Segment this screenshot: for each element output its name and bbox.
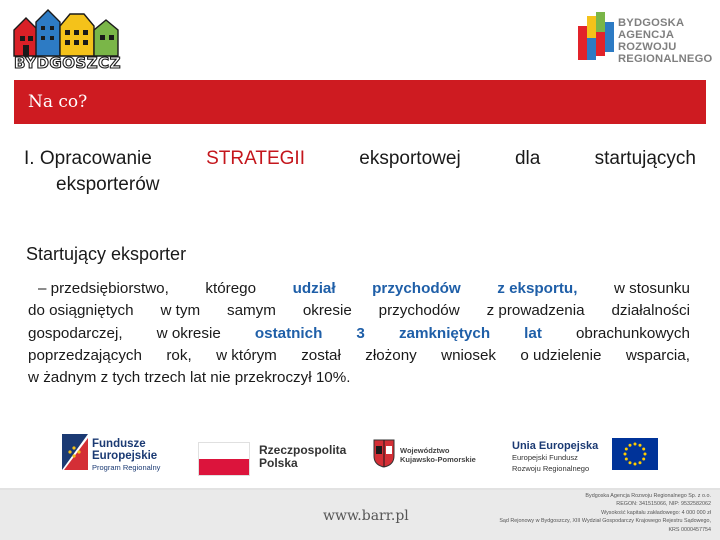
- heading-word: startujących: [594, 148, 696, 169]
- eu-stars-icon: [612, 438, 658, 470]
- rp-line: Polska: [259, 456, 298, 470]
- ue-line: Rozwoju Regionalnego: [512, 464, 590, 473]
- heading-word-text: Opracowanie: [39, 148, 152, 169]
- agency-line: REGIONALNEGO: [618, 53, 713, 65]
- city-houses-icon: [10, 8, 122, 58]
- word: gospodarczej,: [28, 324, 123, 342]
- word: rok,: [166, 346, 192, 364]
- highlight-word: z eksportu,: [497, 280, 578, 297]
- word: do osiągniętych: [28, 302, 134, 320]
- word: został: [301, 346, 341, 364]
- heading-word: eksportowej: [359, 148, 461, 169]
- ue-line: Europejski Fundusz: [512, 453, 578, 462]
- word: przychodów: [378, 302, 460, 320]
- fe-line: Program Regionalny: [92, 463, 161, 472]
- rp-line: Rzeczpospolita: [259, 443, 347, 457]
- word: – przedsiębiorstwo,: [38, 280, 169, 297]
- city-name: BYDGOSZCZ: [14, 54, 122, 72]
- word: z prowadzenia: [486, 302, 585, 320]
- agency-logo: [576, 10, 716, 72]
- kp-line: Województwo: [400, 446, 450, 455]
- highlight-word: udział: [292, 280, 336, 297]
- word: złożony: [365, 346, 417, 364]
- european-funds-icon: [60, 432, 90, 472]
- heading-number: I.: [24, 148, 35, 169]
- bydgoszcz-logo: [10, 8, 125, 76]
- ue-line: Unia Europejska: [512, 440, 599, 452]
- heading-word-strategy: STRATEGII: [206, 148, 305, 169]
- voivodeship-text: [400, 446, 476, 464]
- highlight-word: zamkniętych: [398, 324, 491, 342]
- definition-line: [28, 345, 690, 367]
- highlight-word: przychodów: [372, 280, 461, 297]
- rzeczpospolita-text: [259, 444, 346, 470]
- page-title: Na co?: [28, 92, 88, 112]
- eu-flag-icon: [612, 438, 658, 470]
- highlight-word: 3: [356, 324, 365, 342]
- fe-line: Europejskie: [92, 450, 158, 462]
- subheading: Startujący eksporter: [26, 244, 187, 264]
- company-info-line: REGON: 341515066, NIP: 9532582062: [616, 501, 711, 508]
- definition-line: [28, 300, 690, 322]
- flag-red-stripe: [199, 459, 249, 475]
- eu-text: [512, 441, 598, 474]
- company-info: [499, 492, 711, 534]
- website-link[interactable]: www.barr.pl: [323, 508, 409, 524]
- word: poprzedzających: [28, 346, 142, 364]
- heading-line-2: eksporterów: [56, 174, 160, 195]
- word: wniosek: [441, 346, 496, 364]
- word: w stosunku: [613, 280, 690, 297]
- heading-line-1: [24, 146, 696, 172]
- word: wsparcia,: [625, 346, 690, 364]
- polish-flag-icon: [198, 442, 250, 476]
- footer-divider: [0, 488, 720, 490]
- company-info-line: Bydgoska Agencja Rozwoju Regionalnego Sp. z o.o.: [585, 493, 711, 499]
- word: w okresie: [156, 324, 221, 342]
- funding-logos: [0, 428, 720, 480]
- heading-word: [24, 146, 152, 172]
- section-heading: [24, 146, 696, 198]
- word: obrachunkowych: [575, 324, 690, 342]
- highlight-word: ostatnich: [254, 324, 323, 342]
- word: okresie: [302, 302, 352, 320]
- definition-line: [28, 278, 690, 300]
- definition-line: [28, 323, 690, 345]
- word: samym: [226, 302, 276, 320]
- agency-line: ROZWOJU: [618, 41, 677, 53]
- footer: [0, 488, 720, 540]
- company-info-line: KRS 0000457754: [668, 526, 711, 533]
- heading-word: dla: [514, 148, 541, 169]
- word: działalności: [611, 302, 690, 320]
- word: w żadnym z tych trzech lat nie przekroczył 10%.: [28, 369, 351, 387]
- agency-name: [618, 17, 712, 65]
- definition-line: [28, 367, 690, 389]
- agency-line: BYDGOSKA: [618, 17, 685, 29]
- flag-white-stripe: [199, 443, 249, 459]
- word: o udzielenie: [520, 346, 602, 364]
- title-bar: [14, 80, 706, 124]
- definition-paragraph: [28, 278, 690, 389]
- agency-emblem-icon: [576, 10, 616, 72]
- word: w którym: [216, 346, 277, 364]
- highlight-word: lat: [524, 324, 542, 342]
- kp-line: Kujawsko-Pomorskie: [400, 455, 476, 464]
- word: w tym: [160, 302, 201, 320]
- agency-line: AGENCJA: [618, 29, 675, 41]
- company-info-line: Wysokość kapitału zakładowego: 4 000 000 zł: [601, 509, 711, 516]
- fe-line: Fundusze: [92, 438, 146, 450]
- voivodeship-crest-icon: [372, 438, 396, 468]
- company-info-line: Sąd Rejonowy w Bydgoszczy, XIII Wydział Gospodarczy Krajowego Rejestru Sądowego,: [499, 518, 711, 525]
- european-funds-text: [92, 438, 160, 474]
- word: którego: [205, 280, 257, 297]
